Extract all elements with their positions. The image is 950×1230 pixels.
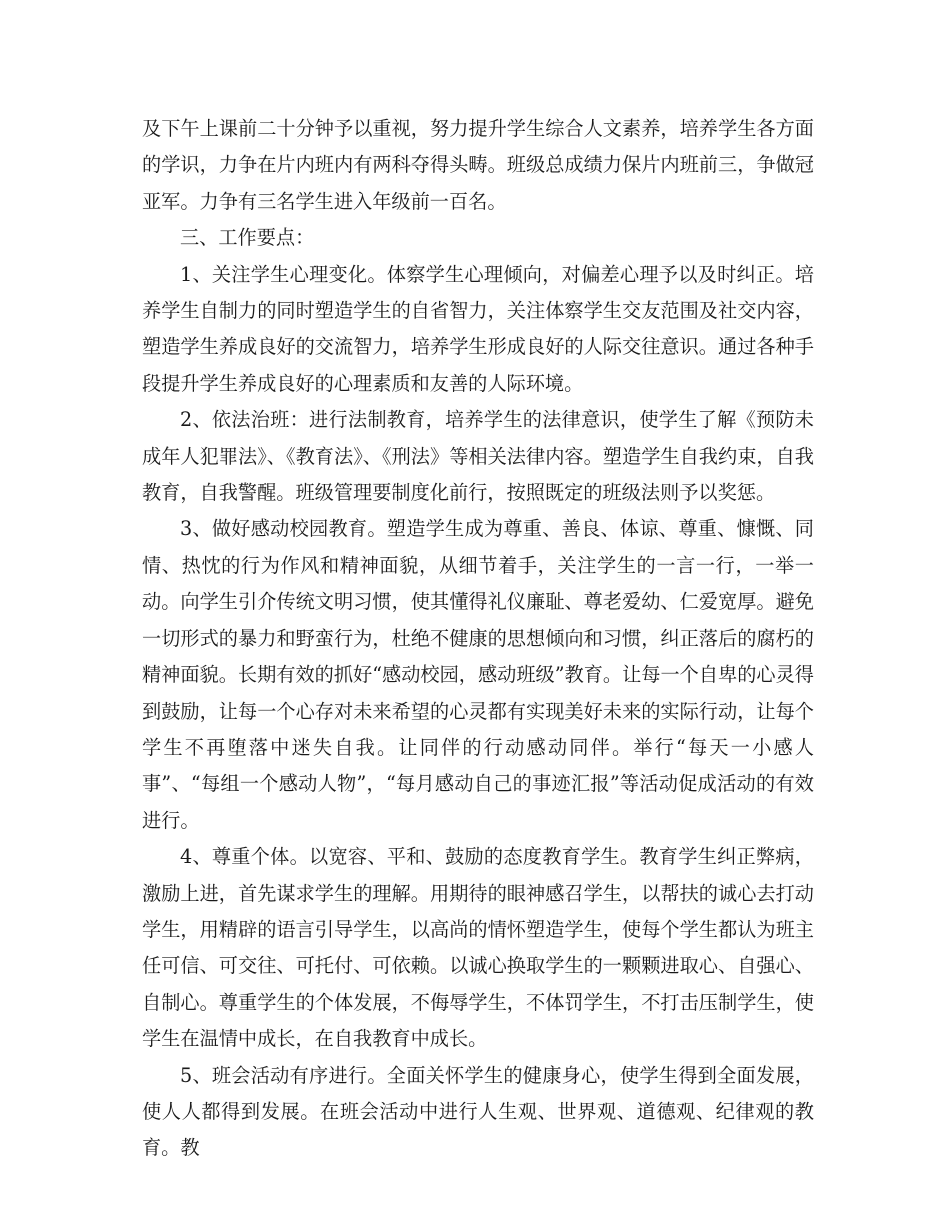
paragraph-item-4: 4、尊重个体。以宽容、平和、鼓励的态度教育学生。教育学生纠正弊病，激励上进，首先谋求学生的理解。用期待的眼神感召学生，以帮扶的诚心去打动学生，用精辟的语言引导学生，以高尚的情怀塑造学生，使每个学生都认为班主任可信、可交往、可托付、可依赖。以诚心换取学生的一颗颗进取心、自强心、自制心。尊重学生的个体发展，不侮辱学生，不体罚学生，不打击压制学生，使学生在温情中成长，在自我教育中成长。: [142, 845, 814, 1051]
document-body: [142, 111, 814, 1167]
paragraph-item-1: 1、关注学生心理变化。体察学生心理倾向，对偏差心理予以及时纠正。培养学生自制力的同时塑造学生的自省智力，关注体察学生交友范围及社交内容，塑造学生养成良好的交流智力，培养学生形成良好的人际交往意识。通过各种手段提升学生养成良好的心理素质和友善的人际环境。: [142, 262, 814, 395]
paragraph-item-3: 3、做好感动校园教育。塑造学生成为尊重、善良、体谅、尊重、慷慨、同情、热忱的行为作风和精神面貌，从细节着手，关注学生的一言一行，一举一动。向学生引介传统文明习惯，使其懂得礼仪廉耻、尊老爱幼、仁爱宽厚。避免一切形式的暴力和野蛮行为，杜绝不健康的思想倾向和习惯，纠正落后的腐朽的精神面貌。长期有效的抓好“感动校园，感动班级”教育。让每一个自卑的心灵得到鼓励，让每一个心存对未来希望的心灵都有实现美好未来的实际行动，让每个学生不再堕落中迷失自我。让同伴的行动感动同伴。举行“每天一小感人事”、“每组一个感动人物”，“每月感动自己的事迹汇报”等活动促成活动的有效进行。: [142, 517, 814, 832]
paragraph-continuation: 及下午上课前二十分钟予以重视，努力提升学生综合人文素养，培养学生各方面的学识，力争在片内班内有两科夺得头畴。班级总成绩力保片内班前三，争做冠亚军。力争有三名学生进入年级前一百名。: [142, 117, 814, 213]
paragraph-item-5: 5、班会活动有序进行。全面关怀学生的健康身心，使学生得到全面发展，使人人都得到发展。在班会活动中进行人生观、世界观、道德观、纪律观的教育。教: [142, 1063, 814, 1160]
section-heading-work-points: 三、工作要点：: [180, 226, 315, 250]
paragraph-item-2: 2、依法治班：进行法制教育，培养学生的法律意识，使学生了解《预防未成年人犯罪法》、《教育法》、《刑法》等相关法律内容。塑造学生自我约束，自我教育，自我警醒。班级管理要制度化前行，按照既定的班级法则予以奖惩。: [142, 408, 814, 505]
